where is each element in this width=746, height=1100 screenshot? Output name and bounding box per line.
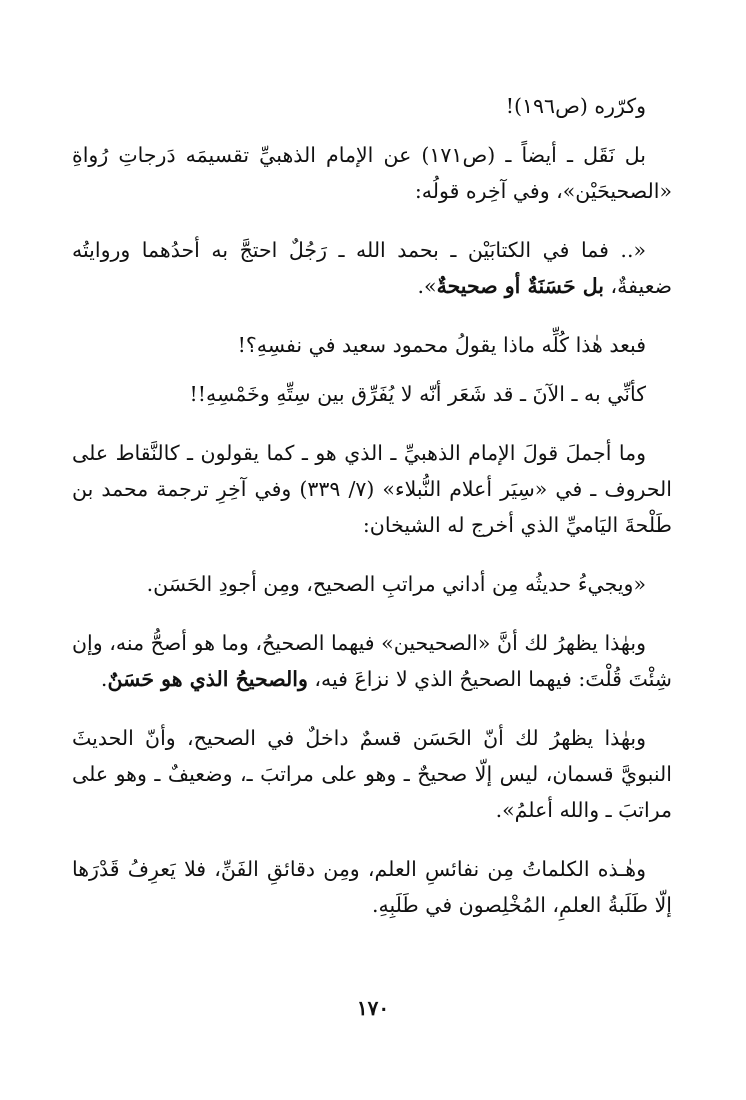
body-text <box>72 88 672 946</box>
paragraph-9-text: وبهٰذا يظهرُ لك أنّ الحَسَن قسمٌ داخلٌ في الصحيح، وأنّ الحديثَ النبويَّ قسمان، ليس إلّا صحيحٌ ـ وهو على مراتبَ ـ، وضعيفٌ ـ وهو على مراتبَ ـ والله أعلمُ». <box>72 726 672 822</box>
paragraph-7-text: «ويجيءُ حديثُه مِن أداني مراتبِ الصحيح، ومِن أجودِ الحَسَن. <box>146 572 646 596</box>
paragraph-3-quote <box>72 232 672 304</box>
paragraph-3-text-a: «.. فما في الكتابَيْن ـ بحمد الله ـ رَجُلٌ احتجَّ به أحدُهما وروايتُه ضعيفةٌ، <box>72 238 672 298</box>
paragraph-5 <box>72 376 672 412</box>
paragraph-9 <box>72 720 672 828</box>
page-number: ١٧٠ <box>356 996 390 1020</box>
paragraph-8 <box>72 625 672 697</box>
paragraph-2-text: بل نَقَل ـ أيضاً ـ (ص١٧١) عن الإمام الذهبيِّ تقسيمَه دَرجاتِ رُواةِ «الصحيحَيْن»، وفي آخِره قولُه: <box>72 143 672 203</box>
paragraph-8-text-b: . <box>100 667 108 691</box>
paragraph-6-text: وما أجملَ قولَ الإمام الذهبيِّ ـ الذي هو ـ كما يقولون ـ كالنَّقاط على الحروف ـ في «سِيَر أعلام النُّبلاء» (٧/ ٣٣٩) وفي آخِرِ ترجمة محمد بن طَلْحةَ اليَاميِّ الذي أخرج له الشيخان: <box>72 441 672 537</box>
paragraph-5-text: كأنِّي به ـ الآنَ ـ قد شَعَر أنّه لا يُفَرِّق بين سِتِّهِ وخَمْسِهِ!! <box>189 382 646 406</box>
paragraph-3-emphasis: بل حَسَنَةٌ أو صحيحةٌ <box>436 274 605 298</box>
paragraph-1 <box>72 88 672 124</box>
paragraph-4-text: فبعد هٰذا كُلِّه ماذا يقولُ محمود سعيد في نفسِهِ؟! <box>237 333 646 357</box>
paragraph-7-quote <box>72 566 672 602</box>
paragraph-6 <box>72 435 672 543</box>
paragraph-4 <box>72 327 672 363</box>
paragraph-1-text: وكرّره (ص١٩٦)! <box>505 94 646 118</box>
paragraph-3-text-b: ». <box>417 274 437 298</box>
paragraph-10-text: وهٰـذه الكلماتُ مِن نفائسِ العلم، ومِن دقائقِ الفَنِّ، فلا يَعرِفُ قَدْرَها إلّا طَلَبةُ العلمِ، المُخْلِصون في طَلَبِهِ. <box>72 857 672 917</box>
paragraph-8-text-a: وبهٰذا يظهرُ لك أنَّ «الصحيحين» فيهما الصحيحُ، وما هو أصحُّ منه، وإن شِئْتَ قُلْتَ: فيهما الصحيحُ الذي لا نزاعَ فيه، <box>72 631 672 691</box>
paragraph-10 <box>72 851 672 923</box>
paragraph-8-emphasis: والصحيحُ الذي هو حَسَنٌ <box>107 667 308 691</box>
paragraph-2 <box>72 137 672 209</box>
